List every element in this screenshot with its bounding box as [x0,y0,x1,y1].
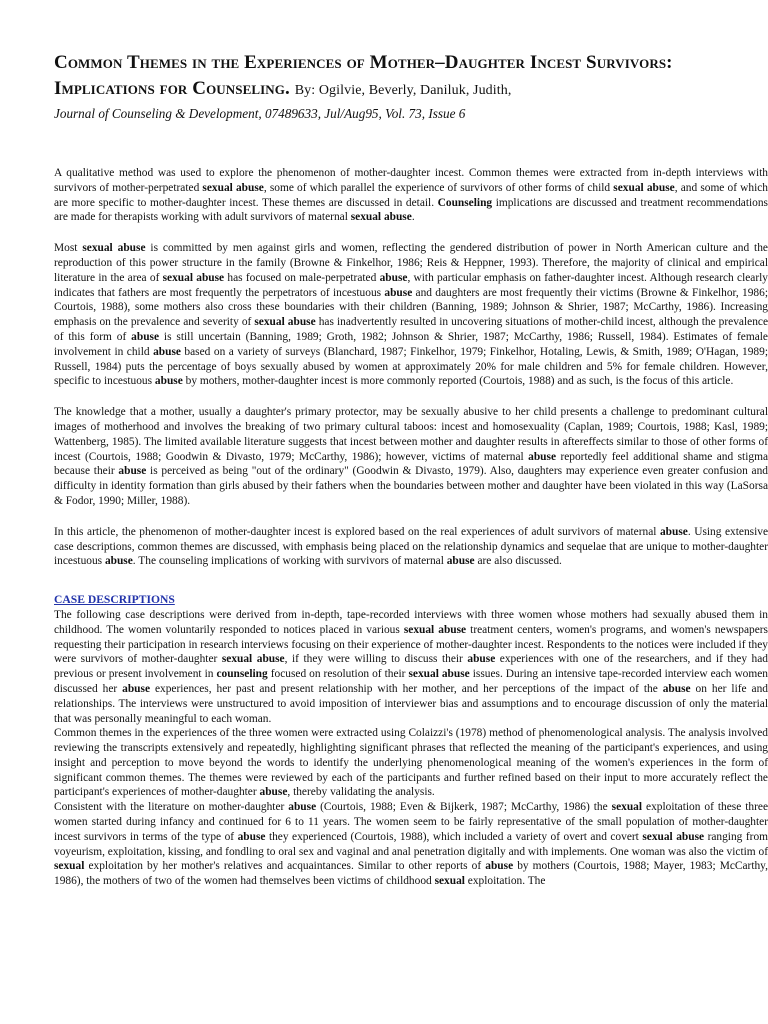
body-paragraph-6: Consistent with the literature on mother-daughter abuse (Courtois, 1988; Even & Bijkerk, 1987; McCarthy, 1986) the sexual exploitation of these three women started during infancy and continued for 6 to 11 years. The women seem to be fairly representative of the small population of mother-daughter incest survivors in terms of the type of abuse they experienced (Courtois, 1988), which included a variety of overt and covert sexual abuse ranging from voyeurism, exploitation, kissing, and fondling to oral sex and vaginal and anal penetration digitally and with implements. One woman was also the victim of sexual exploitation by her mother's relatives and acquaintances. Similar to other reports of abuse by mothers (Courtois, 1988; Mayer, 1983; McCarthy, 1986), the mothers of two of the women had themselves been victims of childhood sexual exploitation. The [54,801,768,888]
body-paragraph-4: The following case descriptions were derived from in-depth, tape-recorded interviews with three women whose mothers had sexually abused them in childhood. The women voluntarily responded to notices placed in various sexual abuse treatment centers, women's programs, and women's newspapers requesting their participation in research interviews focusing on their experience of mother-daughter incest. Respondents to the notices were included if they were survivors of mother-daughter sexual abuse, if they were willing to discuss their abuse experiences with one of the researchers, and if they had previous or present involvement in counseling focused on resolution of their sexual abuse issues. During an intensive tape-recorded interview each women discussed her abuse experiences, her past and present relationship with her mother, and her perceptions of the impact of the abuse on her life and relationships. The interviews were unstructured to avoid imposition of interviewer bias and assumptions and to encourage discussion of only the material that was personally meaningful to each woman. [54,608,768,725]
body-paragraph-2: The knowledge that a mother, usually a daughter's primary protector, may be sexually abusive to her child presents a challenge to predominant cultural images of motherhood and involves the breaking of two primary cultural taboos: incest and homosexuality (Caplan, 1989; Courtois, 1988; Kasl, 1989; Wattenberg, 1985). The limited available literature suggests that incest between mother and daughter results in aftereffects similar to those of other forms of incest (Courtois, 1988; Goodwin & Divasto, 1979; McCarthy, 1986); however, victims of maternal abuse reportedly feel additional shame and stigma because their abuse is perceived as being "out of the ordinary" (Goodwin & Divasto, 1979). Also, daughters may experience even greater confusion and difficulty in identity formation than girls abused by their fathers when the boundaries between mother and daughter have been violated in this way (LaSorsa & Fodor, 1990; Miller, 1988). [54,406,768,507]
article-title [54,50,768,104]
body-paragraph-5: Common themes in the experiences of the three women were extracted using Colaizzi's (1978) method of phenomenological analysis. The analysis involved reviewing the transcripts extensively and repeatedly, highlighting significant phrases that reflected the meaning of the participant's experiences, and using insight and perception to move beyond the words to identify the underlying phenomenological meaning of the women's experiences in the form of significant common themes. The themes were reviewed by each of the participants and further refined based on their input to more accurately reflect the participant's experiences of mother-daughter abuse, thereby validating the analysis. [54,727,768,799]
article-title-text: Common Themes in the Experiences of Mother–Daughter Incest Survivors: Implications for Counseling. [54,52,673,99]
article-byline: By: Ogilvie, Beverly, Daniluk, Judith, [294,83,512,98]
article-source: Journal of Counseling & Development, 07489633, Jul/Aug95, Vol. 73, Issue 6 [54,106,466,121]
body-paragraph-1: Most sexual abuse is committed by men against girls and women, reflecting the gendered distribution of power in North American culture and the reproduction of this power structure in the family (Browne & Finkelhor, 1986; Reis & Heppner, 1993). Therefore, the majority of clinical and empirical literature in the area of sexual abuse has focused on male-perpetrated abuse, with particular emphasis on father-daughter incest. Although research clearly indicates that fathers are most frequently the perpetrators of incestuous abuse and daughters are most frequently their victims (Browne & Finkelhor, 1986; Courtois, 1988), some mothers also cross these boundaries with their children (Banning, 1989; Johnson & Shrier, 1987; McCarthy, 1986). Increasing emphasis on the prevalence and severity of sexual abuse has inadvertently resulted in uncovering situations of mother-child incest, although the prevalence of this form of abuse is still uncertain (Banning, 1989; Groth, 1982; Johnson & Shrier, 1987; McCarthy, 1986; Russell, 1984). Estimates of female involvement in child abuse based on a variety of surveys (Blanchard, 1987; Finkelhor, 1979; Finkelhor, Hotaling, Lewis, & Smith, 1989; O'Hagan, 1989; Russell, 1984) puts the percentage of boys sexually abused by women at approximately 20% for male children and 5% for female children. However, specific to incestuous abuse by mothers, mother-daughter incest is more commonly reported (Courtois, 1988) and as such, is the focus of this article. [54,242,768,388]
body-paragraph-3: In this article, the phenomenon of mother-daughter incest is explored based on the real experiences of adult survivors of maternal abuse. Using extensive case descriptions, common themes are discussed, with emphasis being placed on the relationship dynamics and sequelae that are unique to mother-daughter incestuous abuse. The counseling implications of working with survivors of maternal abuse are also discussed. [54,525,768,568]
abstract-paragraph: A qualitative method was used to explore the phenomenon of mother-daughter incest. Common themes were extracted from in-depth interviews with survivors of mother-perpetrated sexual abuse, some of which parallel the experience of survivors of other forms of child sexual abuse, and some of which are more specific to mother-daughter incest. These themes are discussed in detail. Counseling implications are discussed and treatment recommendations are made for therapists working with adult survivors of maternal sexual abuse. [54,167,768,224]
section-heading-case-descriptions[interactable]: CASE DESCRIPTIONS [54,593,175,607]
